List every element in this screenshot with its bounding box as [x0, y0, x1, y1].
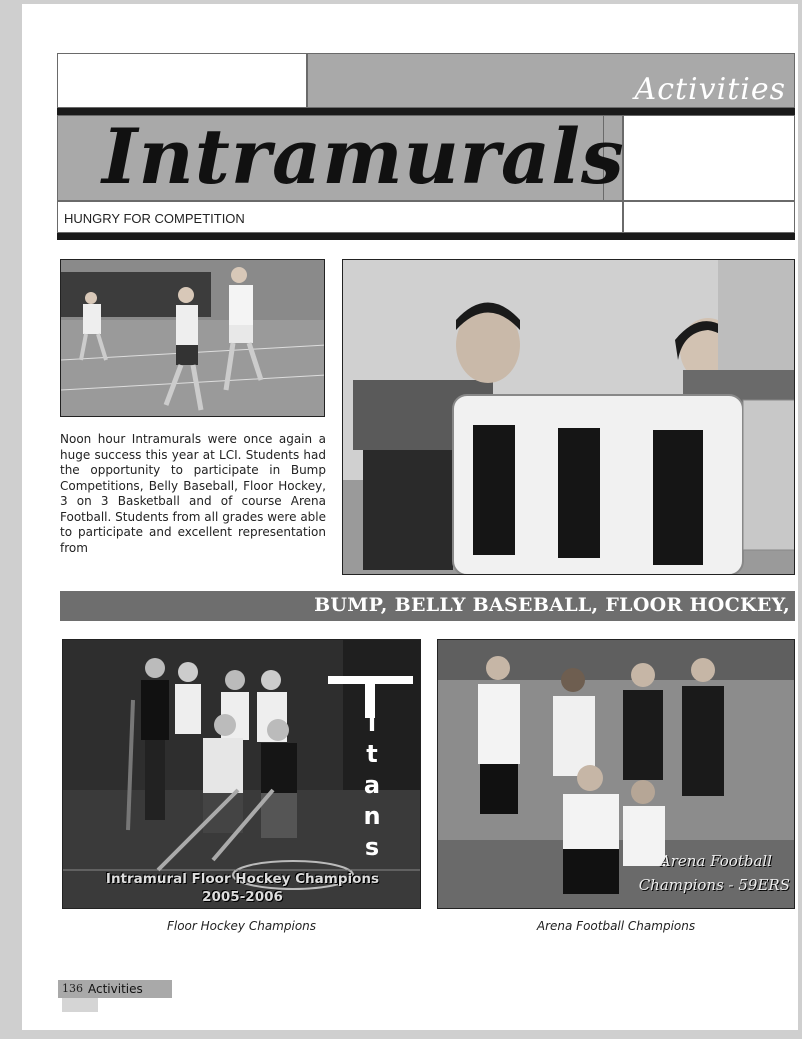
yearbook-page	[22, 4, 798, 1030]
football-overlay-line1: Arena Football	[659, 852, 772, 870]
hockey-overlay-years: 2005-2006	[202, 889, 283, 905]
footer-tab-shadow	[62, 998, 98, 1012]
page-title: Intramurals	[102, 112, 625, 201]
team-letter: a	[363, 771, 381, 799]
team-letters	[361, 708, 383, 863]
gym-action-photo	[60, 259, 325, 417]
arena-football-photo	[437, 639, 795, 909]
team-letter: t	[366, 740, 378, 768]
team-letter: n	[363, 802, 381, 830]
footer-page-number: 136	[62, 982, 83, 995]
students-cushion-photo	[342, 259, 795, 575]
header-rule-bottom	[57, 233, 795, 240]
sports-banner-text: BUMP, BELLY BASEBALL, FLOOR HOCKEY,	[314, 594, 790, 616]
team-letter: i	[367, 709, 377, 737]
body-text: Noon hour Intramurals were once again a huge success this year at LCI. Students had the opportunity to participate in Bump Competitions, Belly Baseball, Floor Hockey, 3 on 3 Basketball and of course Arena Football. Students from all grades were able to participate and excellent representation from	[60, 432, 326, 555]
header-top-left-box	[57, 53, 307, 108]
students-cushion-illustration	[343, 260, 795, 575]
arena-football-caption: Arena Football Champions	[536, 919, 696, 933]
football-overlay-line2: Champions - 59ERS	[638, 876, 790, 894]
gym-action-illustration	[61, 260, 325, 417]
floor-hockey-photo	[62, 639, 421, 909]
page-subtitle: HUNGRY FOR COMPETITION	[64, 211, 245, 226]
floor-hockey-caption: Floor Hockey Champions	[166, 919, 317, 933]
title-right-box	[623, 115, 795, 201]
team-letter: s	[364, 833, 380, 861]
subtitle-right-box	[623, 201, 795, 233]
hockey-overlay-title: Intramural Floor Hockey Champions	[105, 871, 380, 887]
section-label: Activities	[634, 72, 786, 107]
footer-section: Activities	[88, 982, 143, 996]
